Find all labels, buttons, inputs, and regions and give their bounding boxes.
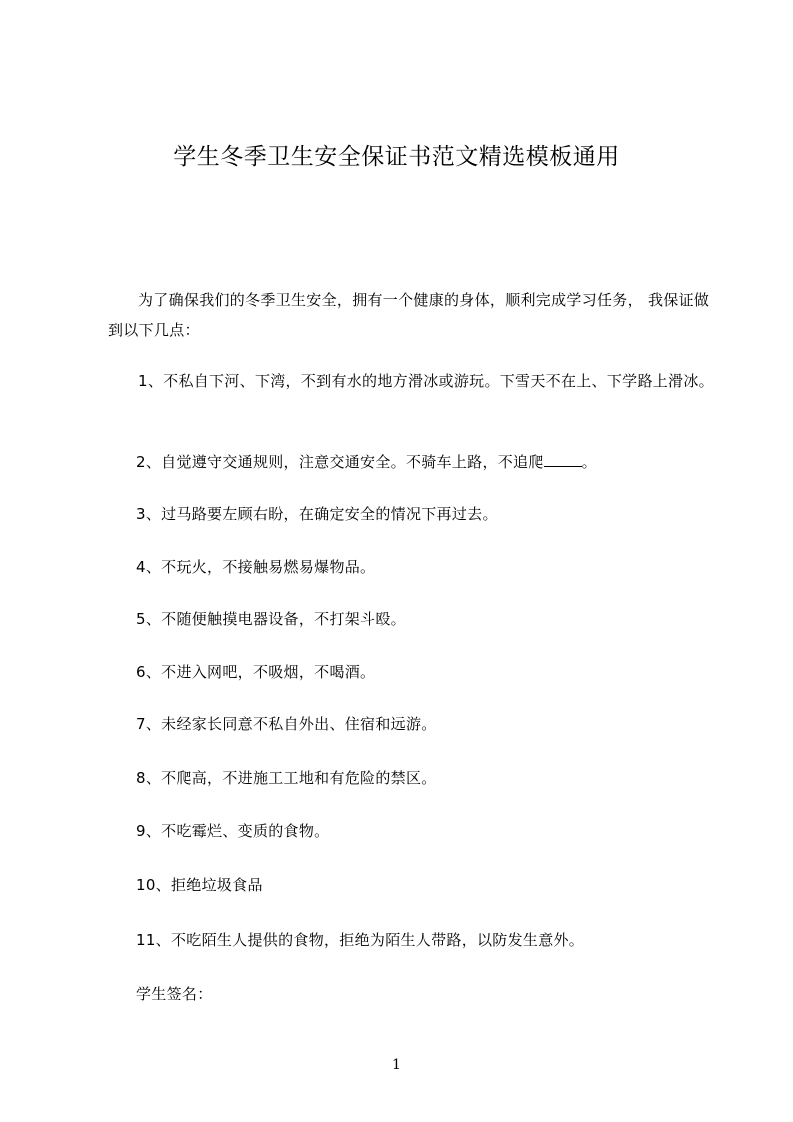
list-item-2-end: 。 bbox=[581, 453, 597, 471]
list-item-3: 3、过马路要左顾右盼，在确定安全的情况下再过去。 bbox=[136, 505, 498, 523]
document-title: 学生冬季卫生安全保证书范文精选模板通用 bbox=[173, 144, 620, 170]
list-item-2 bbox=[136, 447, 714, 477]
list-item-7: 7、未经家长同意不私自外出、住宿和远游。 bbox=[136, 715, 437, 733]
list-item-9: 9、不吃霉烂、变质的食物。 bbox=[136, 822, 330, 840]
page-number: 1 bbox=[392, 1057, 401, 1073]
list-item-10: 10、拒绝垃圾食品 bbox=[136, 876, 263, 894]
list-item-6: 6、不进入网吧，不吸烟，不喝酒。 bbox=[136, 663, 376, 681]
list-item-5: 5、不随便触摸电器设备，不打架斗殴。 bbox=[136, 610, 406, 628]
signature-label: 学生签名： bbox=[136, 985, 213, 1003]
list-item-4: 4、不玩火，不接触易燃易爆物品。 bbox=[136, 558, 376, 576]
list-item-8: 8、不爬高，不进施工工地和有危险的禁区。 bbox=[136, 769, 437, 787]
list-item-11: 11、不吃陌生人提供的食物，拒绝为陌生人带路，以防发生意外。 bbox=[136, 931, 585, 949]
fill-in-blank bbox=[544, 452, 582, 467]
list-item-2-text: 2、自觉遵守交通规则，注意交通安全。不骑车上路，不追爬 bbox=[136, 453, 544, 471]
intro-paragraph: 为了确保我们的冬季卫生安全，拥有一个健康的身体，顺利完成学习任务， 我保证做到以下几点： bbox=[108, 291, 710, 339]
list-item-1: 1、不私自下河、下湾，不到有水的地方滑冰或游玩。下雪天不在上、下学路上滑冰。 bbox=[138, 372, 714, 390]
